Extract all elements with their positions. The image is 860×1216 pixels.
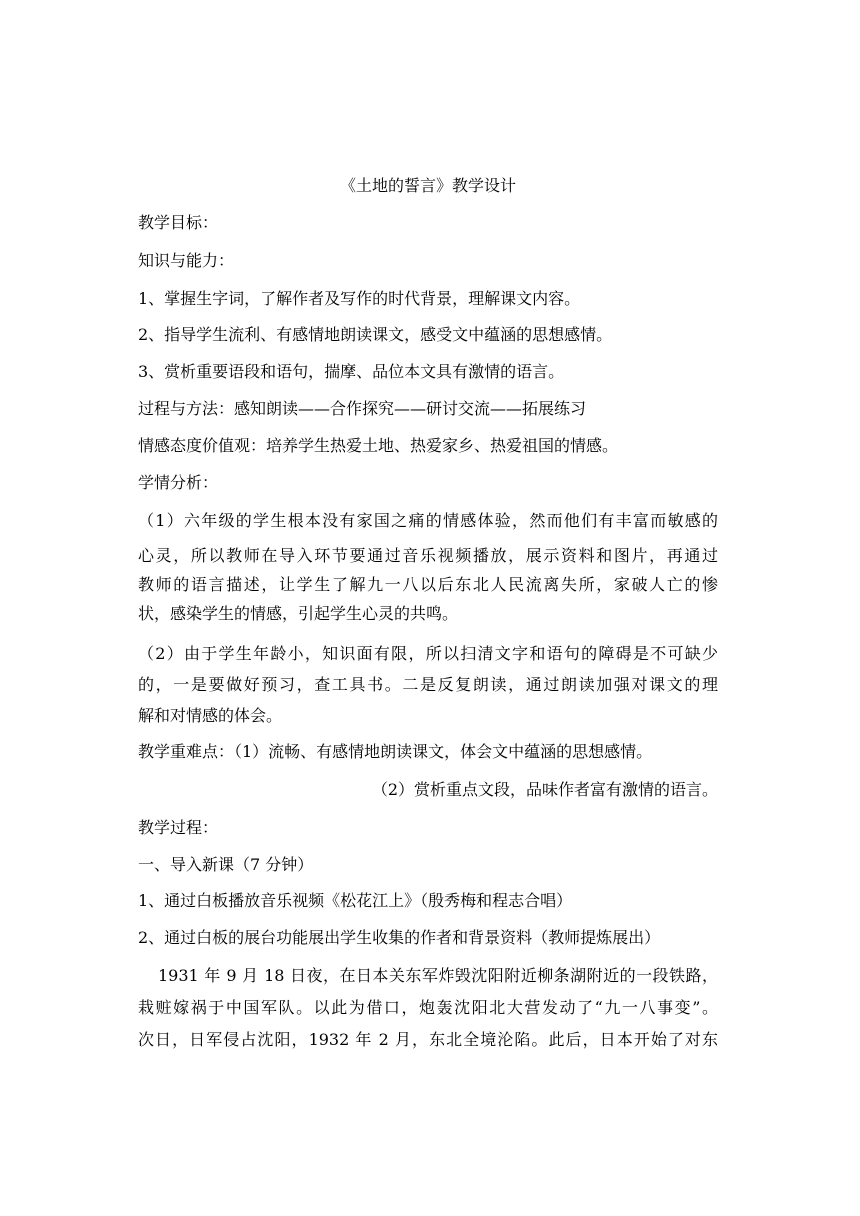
paragraph-line: 一、导入新课（7 分钟）: [138, 855, 314, 874]
paragraph-line: （1）六年级的学生根本没有家国之痛的情感体验，然而他们有丰富而敏感的: [138, 511, 718, 530]
paragraph-line: 心灵，所以教师在导入环节要通过音乐视频播放，展示资料和图片，再通过: [138, 546, 718, 565]
paragraph-line: 教师的语言描述，让学生了解九一八以后东北人民流离失所，家破人亡的惨: [138, 575, 718, 594]
paragraph-line: 解和对情感的体会。: [138, 706, 283, 725]
paragraph-line: 教学过程：: [138, 818, 219, 837]
paragraph-line: 1、掌握生字词，了解作者及写作的时代背景，理解课文内容。: [138, 289, 581, 308]
paragraph-line: 教学目标：: [138, 213, 219, 232]
paragraph-line: 情感态度价值观：培养学生热爱土地、热爱家乡、热爱祖国的情感。: [138, 436, 619, 455]
paragraph-line: 教学重难点：（1）流畅、有感情地朗读课文，体会文中蕴涵的思想感情。: [138, 742, 653, 761]
paragraph-line: 的，一是要做好预习，查工具书。二是反复朗读，通过朗读加强对课文的理: [138, 675, 718, 694]
document-title: 《土地的誓言》教学设计: [339, 176, 516, 195]
paragraph-line: 状，感染学生的情感，引起学生心灵的共鸣。: [138, 604, 459, 623]
paragraph-line: 学情分析：: [138, 473, 219, 492]
paragraph-line: 1931 年 9 月 18 日夜，在日本关东军炸毁沈阳附近柳条湖附近的一段铁路，: [158, 966, 718, 985]
paragraph-line: （2）由于学生年龄小，知识面有限，所以扫清文字和语句的障碍是不可缺少: [138, 644, 718, 663]
paragraph-line: 知识与能力：: [138, 251, 235, 270]
paragraph-line: （2）赏析重点文段，品味作者富有激情的语言。: [371, 780, 718, 799]
paragraph-line: 2、通过白板的展台功能展出学生收集的作者和背景资料（教师提炼展出）: [138, 928, 661, 947]
paragraph-line: 次日，日军侵占沈阳，1932 年 2 月，东北全境沦陷。此后，日本开始了对东: [138, 1030, 718, 1049]
paragraph-line: 2、指导学生流利、有感情地朗读课文，感受文中蕴涵的思想感情。: [138, 325, 613, 344]
paragraph-line: 栽赃嫁祸于中国军队。以此为借口，炮轰沈阳北大营发动了“九一八事变”。: [138, 998, 718, 1017]
paragraph-line: 3、赏析重要语段和语句，揣摩、品位本文具有激情的语言。: [138, 362, 565, 381]
paragraph-line: 1、通过白板播放音乐视频《松花江上》（殷秀梅和程志合唱）: [138, 891, 573, 910]
paragraph-line: 过程与方法：感知朗读——合作探究——研讨交流——拓展练习: [138, 399, 587, 418]
